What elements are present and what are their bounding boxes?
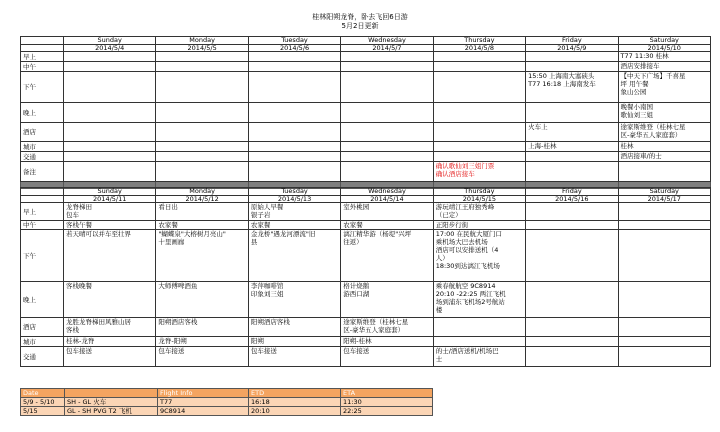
date-header: 2014/5/8	[433, 44, 525, 52]
schedule-cell: 漓江精华游（杨堤"兴坪 往返）	[341, 230, 433, 282]
schedule-row-afternoon	[21, 72, 711, 103]
schedule-cell: 火车上	[526, 123, 618, 142]
schedule-cell: 原始人早餐 银子岩	[248, 203, 340, 221]
day-header: Monday	[156, 37, 248, 45]
schedule-cell	[248, 62, 340, 72]
row-label-evening: 晚上	[21, 103, 64, 123]
schedule-cell: 室外桃园	[341, 203, 433, 221]
schedule-cell: 乘春航航空 9C8914 20:10 -22:25 两江飞机 场到浦东飞机场2号航站 楼	[433, 282, 525, 318]
schedule-row-noon	[21, 62, 711, 72]
schedule-cell	[526, 318, 618, 337]
schedule-cell	[156, 62, 248, 72]
schedule-cell: 正阳步行街	[433, 221, 525, 230]
week1-schedule-table	[20, 36, 711, 189]
day-header: Saturday	[618, 188, 710, 196]
date-header: 2014/5/11	[64, 195, 156, 203]
row-label-transport: 交通	[21, 347, 64, 367]
day-header: Friday	[526, 188, 618, 196]
schedule-cell	[526, 152, 618, 162]
row-label-notes: 备注	[21, 162, 64, 182]
schedule-cell	[64, 142, 156, 152]
flight-cell: T77	[158, 398, 249, 407]
date-header: 2014/5/7	[341, 44, 433, 52]
row-label-noon: 中午	[21, 62, 64, 72]
schedule-cell: 阳朔	[248, 337, 340, 347]
schedule-cell: 阳朔-桂林	[341, 337, 433, 347]
schedule-cell: 包车接送	[156, 347, 248, 367]
schedule-cell: 包车接送	[248, 347, 340, 367]
schedule-cell: 看日出	[156, 203, 248, 221]
schedule-cell: 【中天下广场】千喜星 坪 用午餐 象山公园	[618, 72, 710, 103]
schedule-cell	[618, 221, 710, 230]
week2-day-header-row	[21, 188, 711, 196]
row-label-hotel: 酒店	[21, 123, 64, 142]
schedule-cell: 龙脊-阳朔	[156, 337, 248, 347]
schedule-cell: 阳朔酒店客栈	[248, 318, 340, 337]
corner-cell	[21, 44, 64, 52]
schedule-cell: 途家斯维登（桂林七星 区-豪华五人家庭套）	[341, 318, 433, 337]
schedule-cell	[618, 282, 710, 318]
day-header: Wednesday	[341, 188, 433, 196]
schedule-cell: 上海-桂林	[526, 142, 618, 152]
flight-row	[21, 407, 433, 416]
schedule-cell	[433, 152, 525, 162]
schedule-cell: 途家斯维登（桂林七星 区-豪华五人家庭套）	[618, 123, 710, 142]
day-header: Friday	[526, 37, 618, 45]
schedule-cell: 李萍咖啡馆 印象刘三姐	[248, 282, 340, 318]
corner-cell	[21, 37, 64, 45]
week2-schedule-table	[20, 187, 711, 367]
schedule-cell: 若天晴可以并车至壮界	[64, 230, 156, 282]
schedule-cell	[526, 230, 618, 282]
schedule-cell	[526, 203, 618, 221]
date-header: 2014/5/9	[526, 44, 618, 52]
schedule-cell: 农家餐	[341, 221, 433, 230]
schedule-cell: 晚餐小南国 歌仙刘三姐	[618, 103, 710, 123]
date-header: 2014/5/15	[433, 195, 525, 203]
schedule-cell	[433, 337, 525, 347]
schedule-cell	[156, 103, 248, 123]
week2-date-header-row	[21, 195, 711, 203]
row-label-noon: 中午	[21, 221, 64, 230]
date-header: 2014/5/5	[156, 44, 248, 52]
flight-header-cell: ETD	[249, 389, 341, 398]
row-label-morning: 早上	[21, 52, 64, 62]
schedule-row-noon	[21, 221, 711, 230]
schedule-row-city	[21, 142, 711, 152]
schedule-cell	[248, 123, 340, 142]
flight-header-row	[21, 389, 433, 398]
schedule-row-notes	[21, 162, 711, 182]
schedule-cell	[64, 123, 156, 142]
row-label-afternoon: 下午	[21, 230, 64, 282]
schedule-cell: 17:00 在民航大厦门口 乘机场大巴去机场 酒店可以安排送机（4 人） 18:30到达漓江飞机场	[433, 230, 525, 282]
schedule-cell	[248, 142, 340, 152]
row-label-transport: 交通	[21, 152, 64, 162]
schedule-cell	[526, 347, 618, 367]
flight-cell: SH - GL 火车	[65, 398, 158, 407]
row-label-evening: 晚上	[21, 282, 64, 318]
schedule-cell	[156, 123, 248, 142]
flight-info-table	[20, 388, 433, 416]
schedule-cell	[526, 103, 618, 123]
date-header: 2014/5/14	[341, 195, 433, 203]
flight-header-cell	[65, 389, 158, 398]
schedule-cell: 客栈午餐	[64, 221, 156, 230]
schedule-row-hotel	[21, 318, 711, 337]
date-header: 2014/5/6	[248, 44, 340, 52]
schedule-cell	[433, 62, 525, 72]
schedule-cell: 格计烧鹅 游西口湖	[341, 282, 433, 318]
schedule-cell: 酒店接車/的士	[618, 152, 710, 162]
schedule-cell: 桂林	[618, 142, 710, 152]
schedule-cell	[64, 62, 156, 72]
schedule-cell	[156, 142, 248, 152]
day-header: Sunday	[64, 188, 156, 196]
schedule-cell: 的士/酒店送机/机场巴 士	[433, 347, 525, 367]
flight-cell: 16:18	[249, 398, 341, 407]
schedule-cell: 阳朔酒店客栈	[156, 318, 248, 337]
flight-cell: 20:10	[249, 407, 341, 416]
schedule-cell	[156, 162, 248, 182]
schedule-cell: 酒店安排接车	[618, 62, 710, 72]
flight-header-cell: Date	[21, 389, 65, 398]
schedule-cell	[618, 203, 710, 221]
schedule-cell	[64, 72, 156, 103]
schedule-cell	[341, 72, 433, 103]
schedule-row-city	[21, 337, 711, 347]
date-header: 2014/5/10	[618, 44, 710, 52]
corner-cell	[21, 188, 64, 196]
schedule-cell: 游玩靖江王府独秀峰 （已定）	[433, 203, 525, 221]
corner-cell	[21, 195, 64, 203]
schedule-cell	[341, 62, 433, 72]
schedule-row-transport	[21, 347, 711, 367]
schedule-cell: 龙脊梯田 包车	[64, 203, 156, 221]
schedule-cell	[526, 52, 618, 62]
schedule-cell	[433, 318, 525, 337]
schedule-cell	[64, 103, 156, 123]
flight-header-cell: Flight Info	[158, 389, 249, 398]
day-header: Saturday	[618, 37, 710, 45]
schedule-cell	[248, 72, 340, 103]
schedule-cell	[341, 142, 433, 152]
row-label-city: 城市	[21, 142, 64, 152]
date-header: 2014/5/4	[64, 44, 156, 52]
schedule-cell	[248, 103, 340, 123]
schedule-cell	[341, 123, 433, 142]
day-header: Tuesday	[248, 188, 340, 196]
schedule-cell	[526, 62, 618, 72]
schedule-row-evening	[21, 103, 711, 123]
schedule-row-morning	[21, 52, 711, 62]
day-header: Thursday	[433, 37, 525, 45]
schedule-cell	[433, 142, 525, 152]
schedule-cell: 客栈晚餐	[64, 282, 156, 318]
schedule-cell	[618, 337, 710, 347]
day-header: Sunday	[64, 37, 156, 45]
flight-header-cell: ETA	[341, 389, 433, 398]
flight-cell: 11:30	[341, 398, 433, 407]
schedule-row-afternoon	[21, 230, 711, 282]
schedule-cell	[341, 152, 433, 162]
schedule-cell	[526, 337, 618, 347]
schedule-cell: 15:50 上海南大塞硖头 T77 16:18 上海南发车	[526, 72, 618, 103]
row-label-morning: 早上	[21, 203, 64, 221]
schedule-cell	[64, 162, 156, 182]
schedule-cell	[618, 318, 710, 337]
schedule-cell: "蝴蝶泉"大榕树月亮山" 十里画廊	[156, 230, 248, 282]
schedule-cell	[618, 230, 710, 282]
date-header: 2014/5/17	[618, 195, 710, 203]
schedule-cell	[64, 52, 156, 62]
schedule-cell: T77 11:30 桂林	[618, 52, 710, 62]
schedule-row-evening	[21, 282, 711, 318]
schedule-row-morning	[21, 203, 711, 221]
flight-cell: 5/15	[21, 407, 65, 416]
date-header: 2014/5/13	[248, 195, 340, 203]
schedule-row-transport	[21, 152, 711, 162]
schedule-cell: 龙胜龙脊梯田风雅山居 客栈	[64, 318, 156, 337]
schedule-cell: 大师傅啤酒鱼	[156, 282, 248, 318]
schedule-cell	[526, 282, 618, 318]
schedule-cell: 包车接送	[341, 347, 433, 367]
schedule-cell	[433, 52, 525, 62]
date-header: 2014/5/12	[156, 195, 248, 203]
schedule-cell: 农家餐	[248, 221, 340, 230]
schedule-cell	[341, 162, 433, 182]
row-label-afternoon: 下午	[21, 72, 64, 103]
schedule-cell	[341, 52, 433, 62]
day-header: Thursday	[433, 188, 525, 196]
row-label-hotel: 酒店	[21, 318, 64, 337]
schedule-cell	[248, 52, 340, 62]
schedule-cell	[526, 221, 618, 230]
flight-cell: 9C8914	[158, 407, 249, 416]
flight-row	[21, 398, 433, 407]
day-header: Tuesday	[248, 37, 340, 45]
schedule-row-hotel	[21, 123, 711, 142]
schedule-cell	[433, 123, 525, 142]
flight-cell: 22:25	[341, 407, 433, 416]
row-label-city: 城市	[21, 337, 64, 347]
week1-day-header-row	[21, 37, 711, 45]
schedule-cell	[248, 162, 340, 182]
week1-date-header-row	[21, 44, 711, 52]
schedule-cell: 桂林-龙脊	[64, 337, 156, 347]
schedule-cell	[341, 103, 433, 123]
schedule-cell	[156, 72, 248, 103]
schedule-cell: 农家餐	[156, 221, 248, 230]
date-header: 2014/5/16	[526, 195, 618, 203]
schedule-cell: 金龙桥"遇龙河漂流"旧 县	[248, 230, 340, 282]
schedule-cell	[156, 152, 248, 162]
schedule-cell	[526, 162, 618, 182]
schedule-cell	[64, 152, 156, 162]
schedule-cell	[618, 347, 710, 367]
flight-cell: GL - SH PVG T2 飞机	[65, 407, 158, 416]
schedule-cell: 确认歌仙刘三姐门票 确认酒店接车	[433, 162, 525, 182]
day-header: Monday	[156, 188, 248, 196]
schedule-cell: 包车接送	[64, 347, 156, 367]
schedule-cell	[433, 103, 525, 123]
schedule-cell	[248, 152, 340, 162]
update-note: 5月2日更新	[341, 22, 379, 30]
day-header: Wednesday	[341, 37, 433, 45]
itinerary-title: 桂林阳朔龙脊，卧去飞回6日游	[312, 13, 408, 21]
schedule-cell	[433, 72, 525, 103]
schedule-cell	[618, 162, 710, 182]
flight-cell: 5/9 - 5/10	[21, 398, 65, 407]
schedule-cell	[156, 52, 248, 62]
